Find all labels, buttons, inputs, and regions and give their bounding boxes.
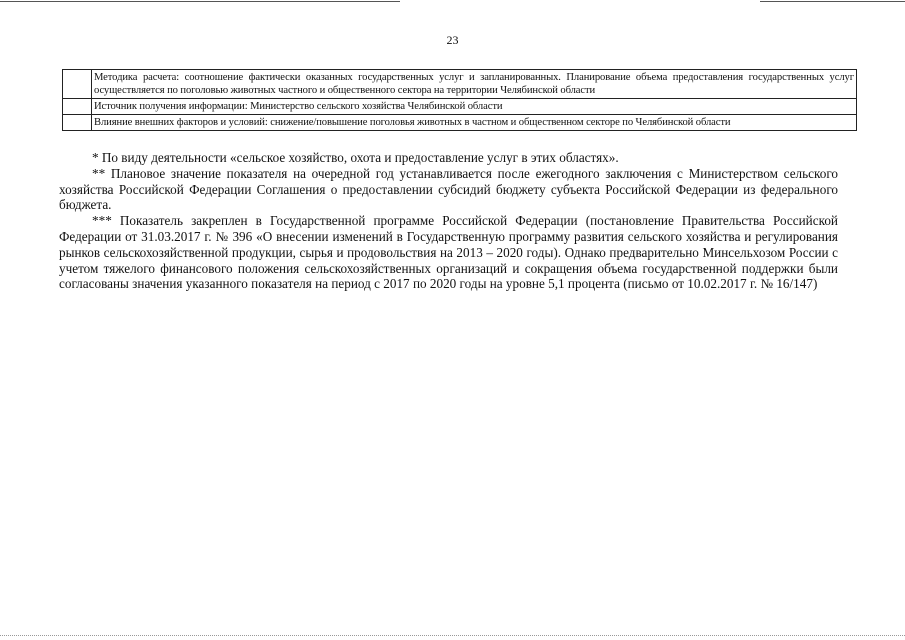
table-cell-blank	[63, 70, 92, 99]
footnotes	[59, 150, 838, 292]
footnote-2: ** Плановое значение показателя на очередной год устанавливается после ежегодного заключения с Министерством сельского хозяйства Российской Федерации Соглашения о предоставлении субсидий бюджету субъекта Российской Федерации из федерального бюджета.	[59, 165, 838, 213]
external-factors-cell: Влияние внешних факторов и условий: снижение/повышение поголовья животных в частном и общественном секторе по Челябинской области	[92, 115, 857, 131]
scan-edge-bottom	[0, 635, 905, 636]
scan-edge-top-right	[760, 1, 905, 2]
footnote-3: *** Показатель закреплен в Государственной программе Российской Федерации (постановление Правительства Российской Федерации от 31.03.2017 г. № 396 «О внесении изменений в Государственную программу развития сельского хозяйства и регулирования рынков сельскохозяйственной продукции, сырья и продовольствия на 2013 – 2020 годы). Однако предварительно Минсельхозом России с учетом тяжелого финансового положения сельскохозяйственных организаций и сокращения объема государственной поддержки были согласованы значения указанного показателя на период с 2017 по 2020 годы на уровне 5,1 процента (письмо от 10.02.2017 г. № 16/147)	[59, 213, 838, 292]
table-row-source	[63, 99, 857, 115]
table-row-methodology	[63, 70, 857, 99]
indicator-info-table	[62, 69, 857, 131]
page-number: 23	[446, 33, 459, 47]
table-cell-blank	[63, 99, 92, 115]
scan-edge-top-left	[0, 1, 400, 2]
info-source-cell: Источник получения информации: Министерство сельского хозяйства Челябинской области	[92, 99, 857, 115]
table-cell-blank	[63, 115, 92, 131]
footnote-1: * По виду деятельности «сельское хозяйство, охота и предоставление услуг в этих областях».	[92, 150, 619, 165]
table-row-external-factors	[63, 115, 857, 131]
methodology-cell: Методика расчета: соотношение фактически оказанных государственных услуг и запланированных. Планирование объема предоставления государственных услуг осуществляется по поголовью животных частного и общественного сектора на территории Челябинской области	[92, 70, 857, 99]
